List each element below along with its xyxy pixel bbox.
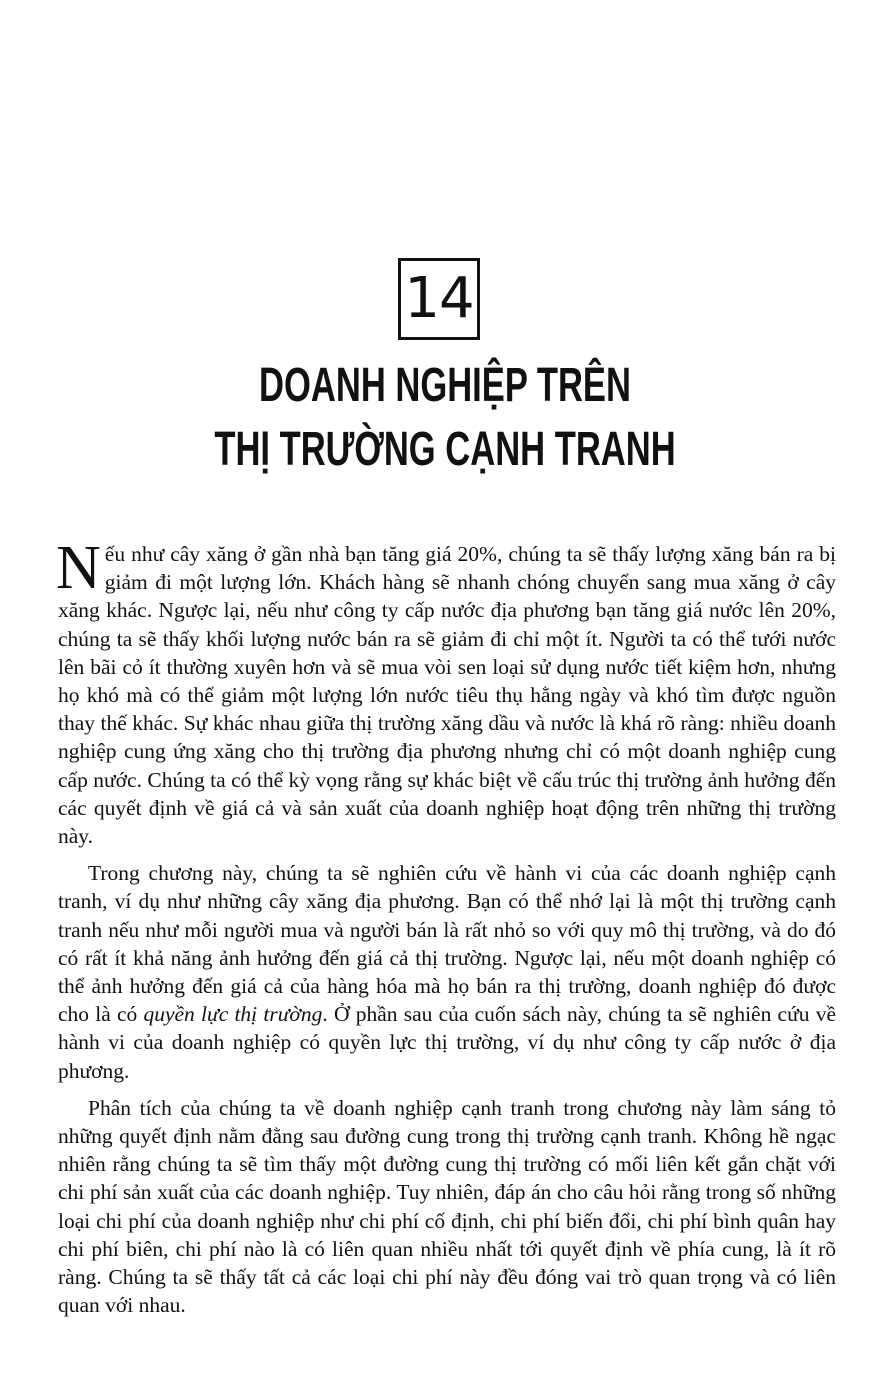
chapter-number: 14 [404,266,474,331]
paragraph-1 [56,534,836,850]
drop-cap: N [56,534,101,602]
chapter-body [56,534,836,1328]
chapter-number-box [398,258,480,340]
paragraph-2 [58,859,836,1085]
paragraph-2-italic-term: quyền lực thị trường [143,1002,323,1027]
paragraph-2-text-a: Trong chương này, chúng ta sẽ nghiên cứu về hành vi của các doanh nghiệp cạnh tranh, ví dụ như những cây xăng địa phương. Bạn có thể nhớ lại là một thị trường cạnh tranh nếu như mỗi người mua và người bán là rất nhỏ so với quy mô thị trường, và do đó có rất ít khả năng ảnh hưởng đến giá cả thị trường. Ngược lại, nếu một doanh nghiệp có thể ảnh hưởng đến giá cả của hàng hóa mà họ bán ra thị trường, doanh nghiệp đó được cho là có [58,861,836,1027]
paragraph-1-text: ếu như cây xăng ở gần nhà bạn tăng giá 20%, chúng ta sẽ thấy lượng xăng bán ra bị giảm đi một lượng lớn. Khách hàng sẽ nhanh chóng chuyển sang mua xăng ở cây xăng khác. Ngược lại, nếu như công ty cấp nước địa phương bạn tăng giá nước lên 20%, chúng ta sẽ thấy khối lượng nước bán ra sẽ giảm đi chỉ một ít. Người ta có thể tưới nước lên bãi cỏ ít thường xuyên hơn và sẽ mua vòi sen loại sử dụng nước tiết kiệm hơn, nhưng họ khó mà có thể giảm một lượng lớn nước tiêu thụ hằng ngày và khó tìm được nguồn thay thế khác. Sự khác nhau giữa thị trường xăng dầu và nước là khá rõ ràng: nhiều doanh nghiệp cung ứng xăng cho thị trường địa phương nhưng chỉ có một doanh nghiệp cung cấp nước. Chúng ta có thể kỳ vọng rằng sự khác biệt về cấu trúc thị trường ảnh hưởng đến các quyết định về giá cả và sản xuất của doanh nghiệp hoạt động trên những thị trường này. [58,542,836,849]
chapter-title-line-1: DOANH NGHIỆP TRÊN [259,359,631,412]
paragraph-2-text-b: . Ở phần sau của cuốn sách này, chúng ta sẽ nghiên cứu về hành vi của doanh nghiệp có quyền lực thị trường, ví dụ như công ty cấp nước ở địa phương. [58,1002,836,1083]
chapter-title-line-2: THỊ TRƯỜNG CẠNH TRANH [214,423,676,476]
paragraph-3 [58,1094,836,1320]
paragraph-3-text: Phân tích của chúng ta về doanh nghiệp cạnh tranh trong chương này làm sáng tỏ những quyết định nằm đằng sau đường cung trong thị trường cạnh tranh. Không hề ngạc nhiên rằng chúng ta sẽ tìm thấy một đường cung thị trường có mối liên kết gắn chặt với chi phí sản xuất của các doanh nghiệp. Tuy nhiên, đáp án cho câu hỏi rằng trong số những loại chi phí của doanh nghiệp như chi phí cố định, chi phí biến đổi, chi phí bình quân hay chi phí biên, chi phí nào là có liên quan nhiều nhất tới quyết định về phía cung, là ít rõ ràng. Chúng ta sẽ thấy tất cả các loại chi phí này đều đóng vai trò quan trọng và có liên quan với nhau. [58,1095,836,1318]
